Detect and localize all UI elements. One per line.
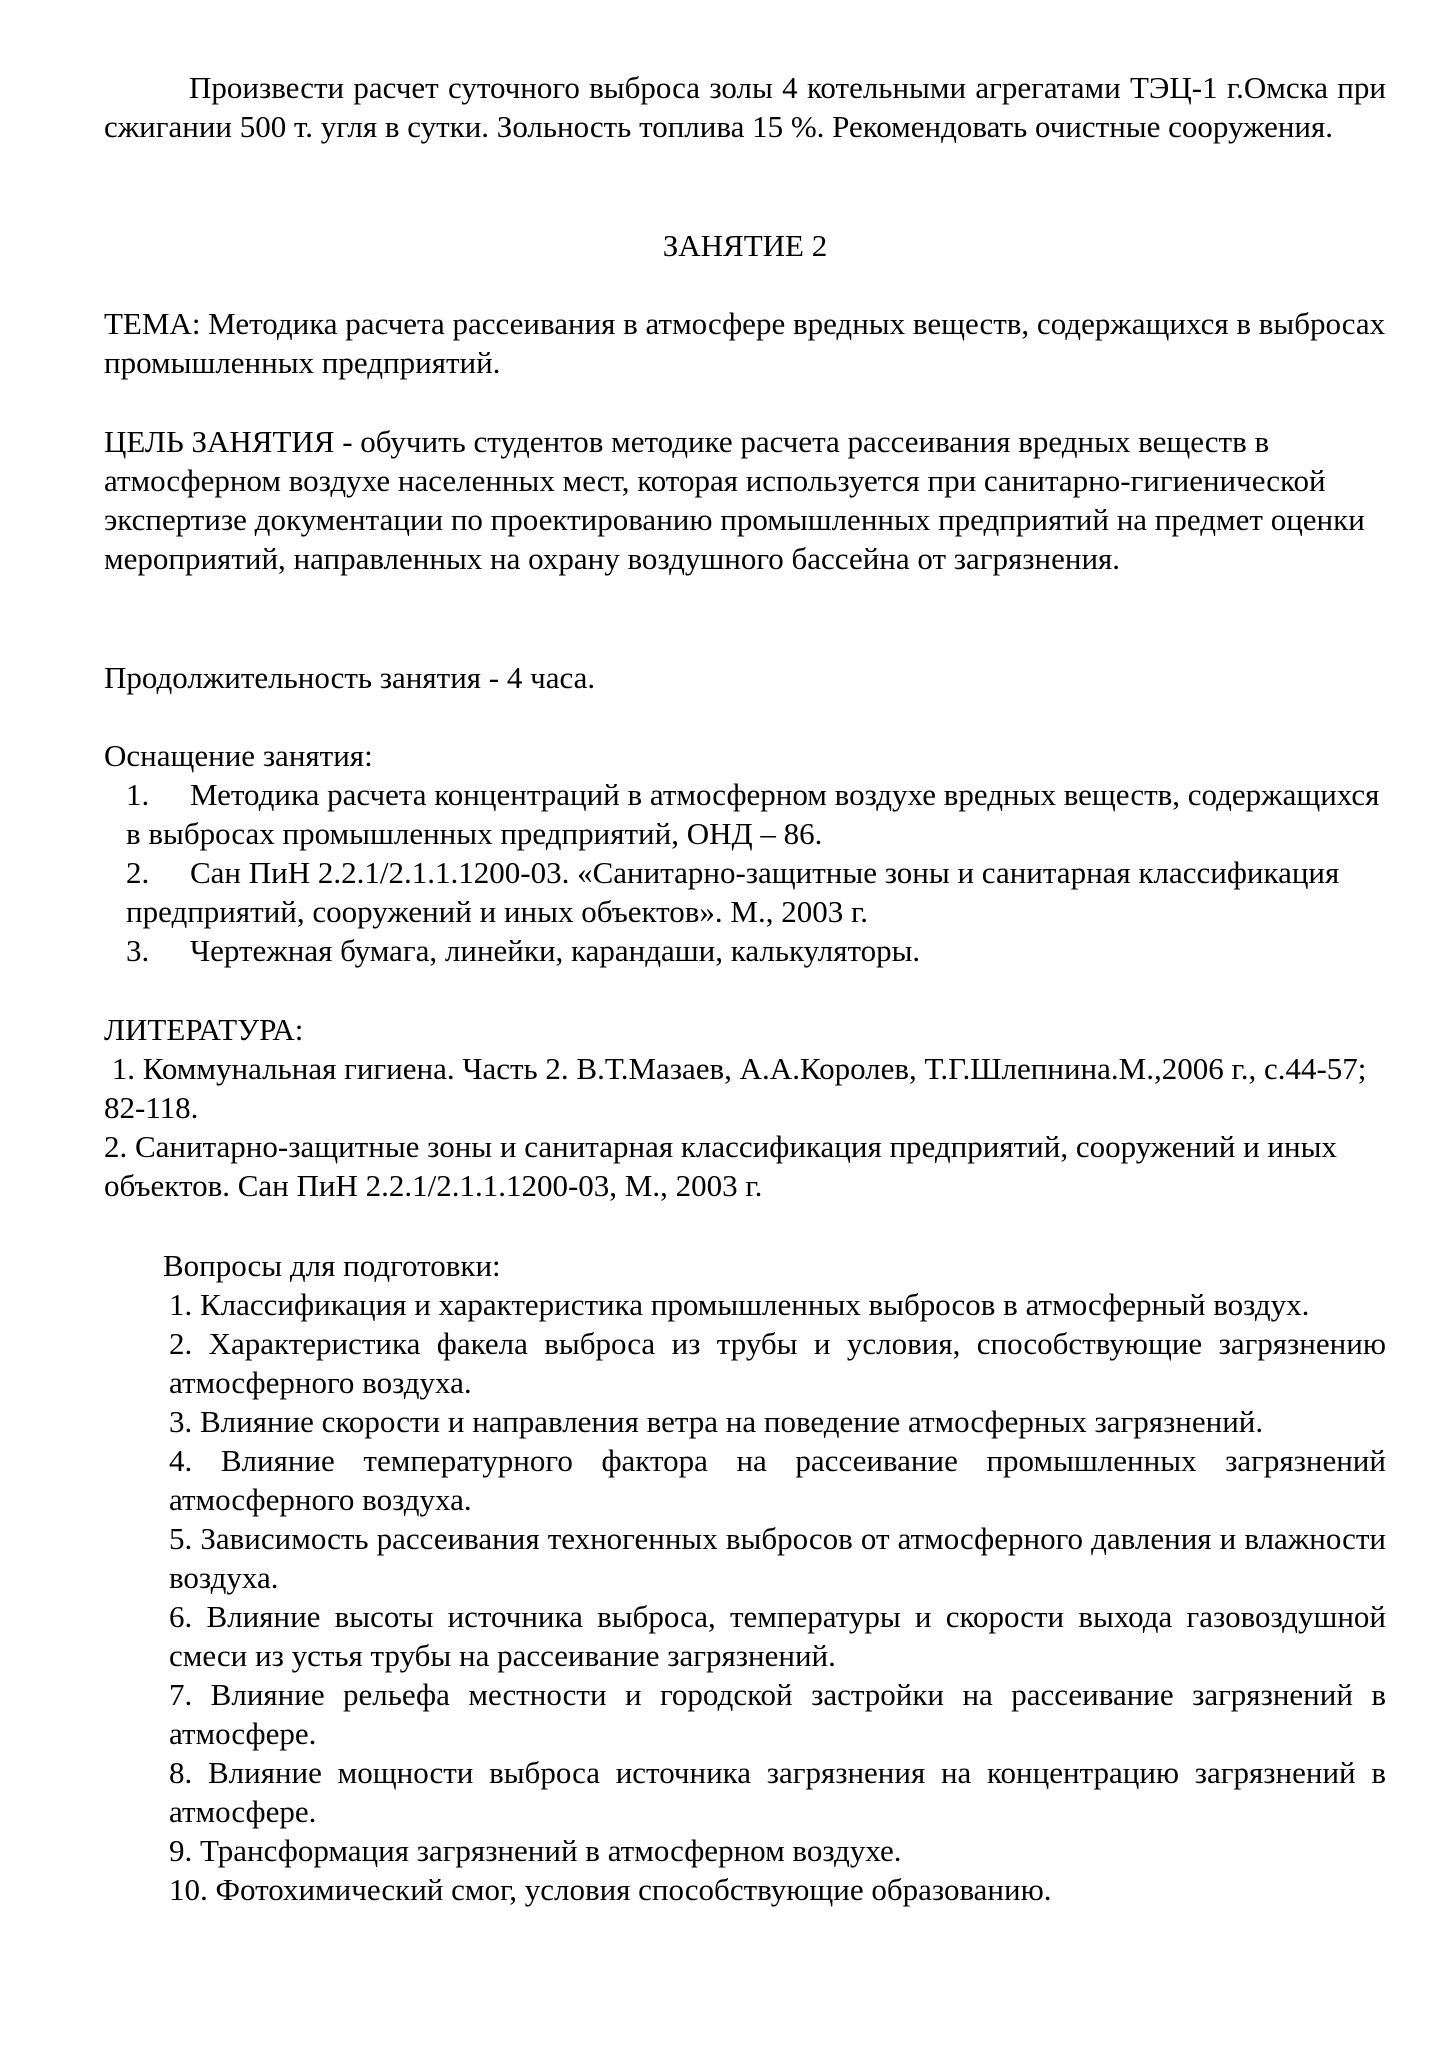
question-item: 6. Влияние высоты источника выброса, температуры и скорости выхода газовоздушной смеси из устья трубы на рассеивание загрязнений. <box>169 1599 1386 1673</box>
questions-list <box>169 1285 1386 1909</box>
question-item: 3. Влияние скорости и направления ветра на поведение атмосферных загрязнений. <box>169 1404 1264 1439</box>
equipment-item-text: Методика расчета концентраций в атмосферном воздухе вредных веществ, содержащихся в выбросах промышленных предприятий, ОНД – 86. <box>126 777 1380 851</box>
duration-paragraph: Продолжительность занятия - 4 часа. <box>104 660 596 695</box>
equipment-item-text: Сан ПиН 2.2.1/2.1.1.1200-03. «Санитарно-защитные зоны и санитарная классификация предприятий, сооружений и иных объектов». М., 2003 г. <box>126 855 1340 929</box>
literature-list <box>104 1049 1386 1205</box>
question-item: 4. Влияние температурного фактора на рассеивание промышленных загрязнений атмосферного воздуха. <box>169 1443 1386 1517</box>
question-item: 5. Зависимость рассеивания техногенных выбросов от атмосферного давления и влажности воздуха. <box>169 1521 1386 1595</box>
lesson-heading: ЗАНЯТИЕ 2 <box>662 228 828 263</box>
question-item: 9. Трансформация загрязнений в атмосферном воздухе. <box>169 1833 902 1868</box>
question-item: 10. Фотохимический смог, условия способствующие образованию. <box>169 1872 1052 1907</box>
topic-paragraph: ТЕМА: Методика расчета рассеивания в атмосфере вредных веществ, содержащихся в выбросах промышленных предприятий. <box>104 306 1386 380</box>
literature-title: ЛИТЕРАТУРА: <box>104 1012 304 1047</box>
equipment-title: Оснащение занятия: <box>104 738 373 773</box>
literature-item: 2. Санитарно-защитные зоны и санитарная классификация предприятий, сооружений и иных объектов. Сан ПиН 2.2.1/2.1.1.1200-03, М., 2003 г. <box>104 1129 1337 1203</box>
equipment-item <box>104 931 1386 970</box>
question-item: 2. Характеристика факела выброса из трубы и условия, способствующие загрязнению атмосферного воздуха. <box>169 1326 1386 1400</box>
question-item: 7. Влияние рельефа местности и городской застройки на рассеивание загрязнений в атмосфере. <box>169 1677 1386 1751</box>
equipment-item-text: Чертежная бумага, линейки, карандаши, калькуляторы. <box>190 933 921 968</box>
equipment-item-number: 2. <box>126 855 150 890</box>
goal-paragraph: ЦЕЛЬ ЗАНЯТИЯ - обучить студентов методике расчета рассеивания вредных веществ в атмосферном воздухе населенных мест, которая используется при санитарно-гигиенической экспертизе документации по проектированию промышленных предприятий на предмет оценки мероприятий, направленных на охрану воздушного бассейна от загрязнения. <box>104 424 1365 576</box>
equipment-list <box>104 775 1386 970</box>
equipment-item-number: 1. <box>126 777 150 812</box>
equipment-item <box>104 775 1386 853</box>
question-item: 8. Влияние мощности выброса источника загрязнения на концентрацию загрязнений в атмосфере. <box>169 1755 1386 1829</box>
equipment-item-number: 3. <box>126 933 150 968</box>
literature-item: 1. Коммунальная гигиена. Часть 2. В.Т.Мазаев, А.А.Королев, Т.Г.Шлепнина.М.,2006 г., с.44-57; 82-118. <box>104 1051 1375 1125</box>
equipment-item <box>104 853 1386 931</box>
question-item: 1. Классификация и характеристика промышленных выбросов в атмосферный воздух. <box>169 1287 1310 1322</box>
intro-task-paragraph: Произвести расчет суточного выброса золы 4 котельными агрегатами ТЭЦ-1 г.Омска при сжигании 500 т. угля в сутки. Зольность топлива 15 %. Рекомендовать очистные сооружения. <box>104 70 1386 144</box>
questions-title: Вопросы для подготовки: <box>163 1248 501 1283</box>
